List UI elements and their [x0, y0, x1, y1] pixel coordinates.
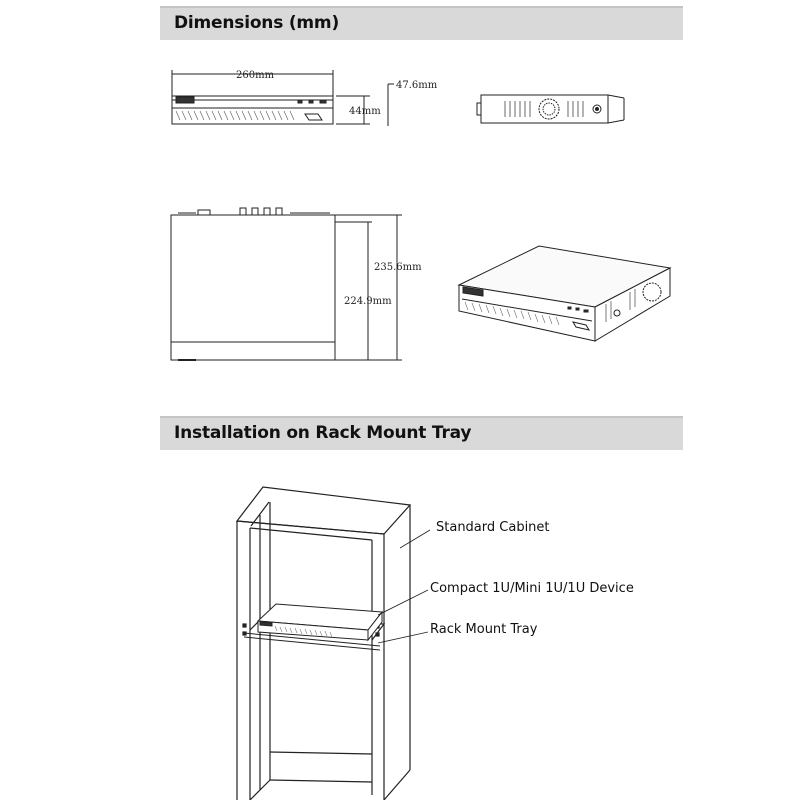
dimensions-title: Dimensions (mm)	[174, 13, 340, 33]
dim-height-side: 47.6mm	[396, 80, 438, 91]
side-view	[477, 95, 624, 123]
label-device: Compact 1U/Mini 1U/1U Device	[430, 581, 634, 596]
rack-device	[258, 604, 382, 640]
label-standard-cabinet: Standard Cabinet	[436, 520, 550, 535]
dim-depth-outer: 235.6mm	[374, 262, 422, 273]
rack-cabinet	[237, 487, 410, 800]
dim-height-front: 44mm	[349, 106, 381, 117]
rack-title: Installation on Rack Mount Tray	[174, 423, 472, 443]
callout-leaders	[378, 530, 430, 643]
label-rack-mount-tray: Rack Mount Tray	[430, 622, 538, 637]
dim-depth-inner: 224.9mm	[344, 296, 392, 307]
top-view	[171, 208, 402, 360]
dim-width: 260mm	[236, 70, 275, 81]
isometric-view	[459, 246, 670, 341]
front-view	[172, 70, 394, 126]
